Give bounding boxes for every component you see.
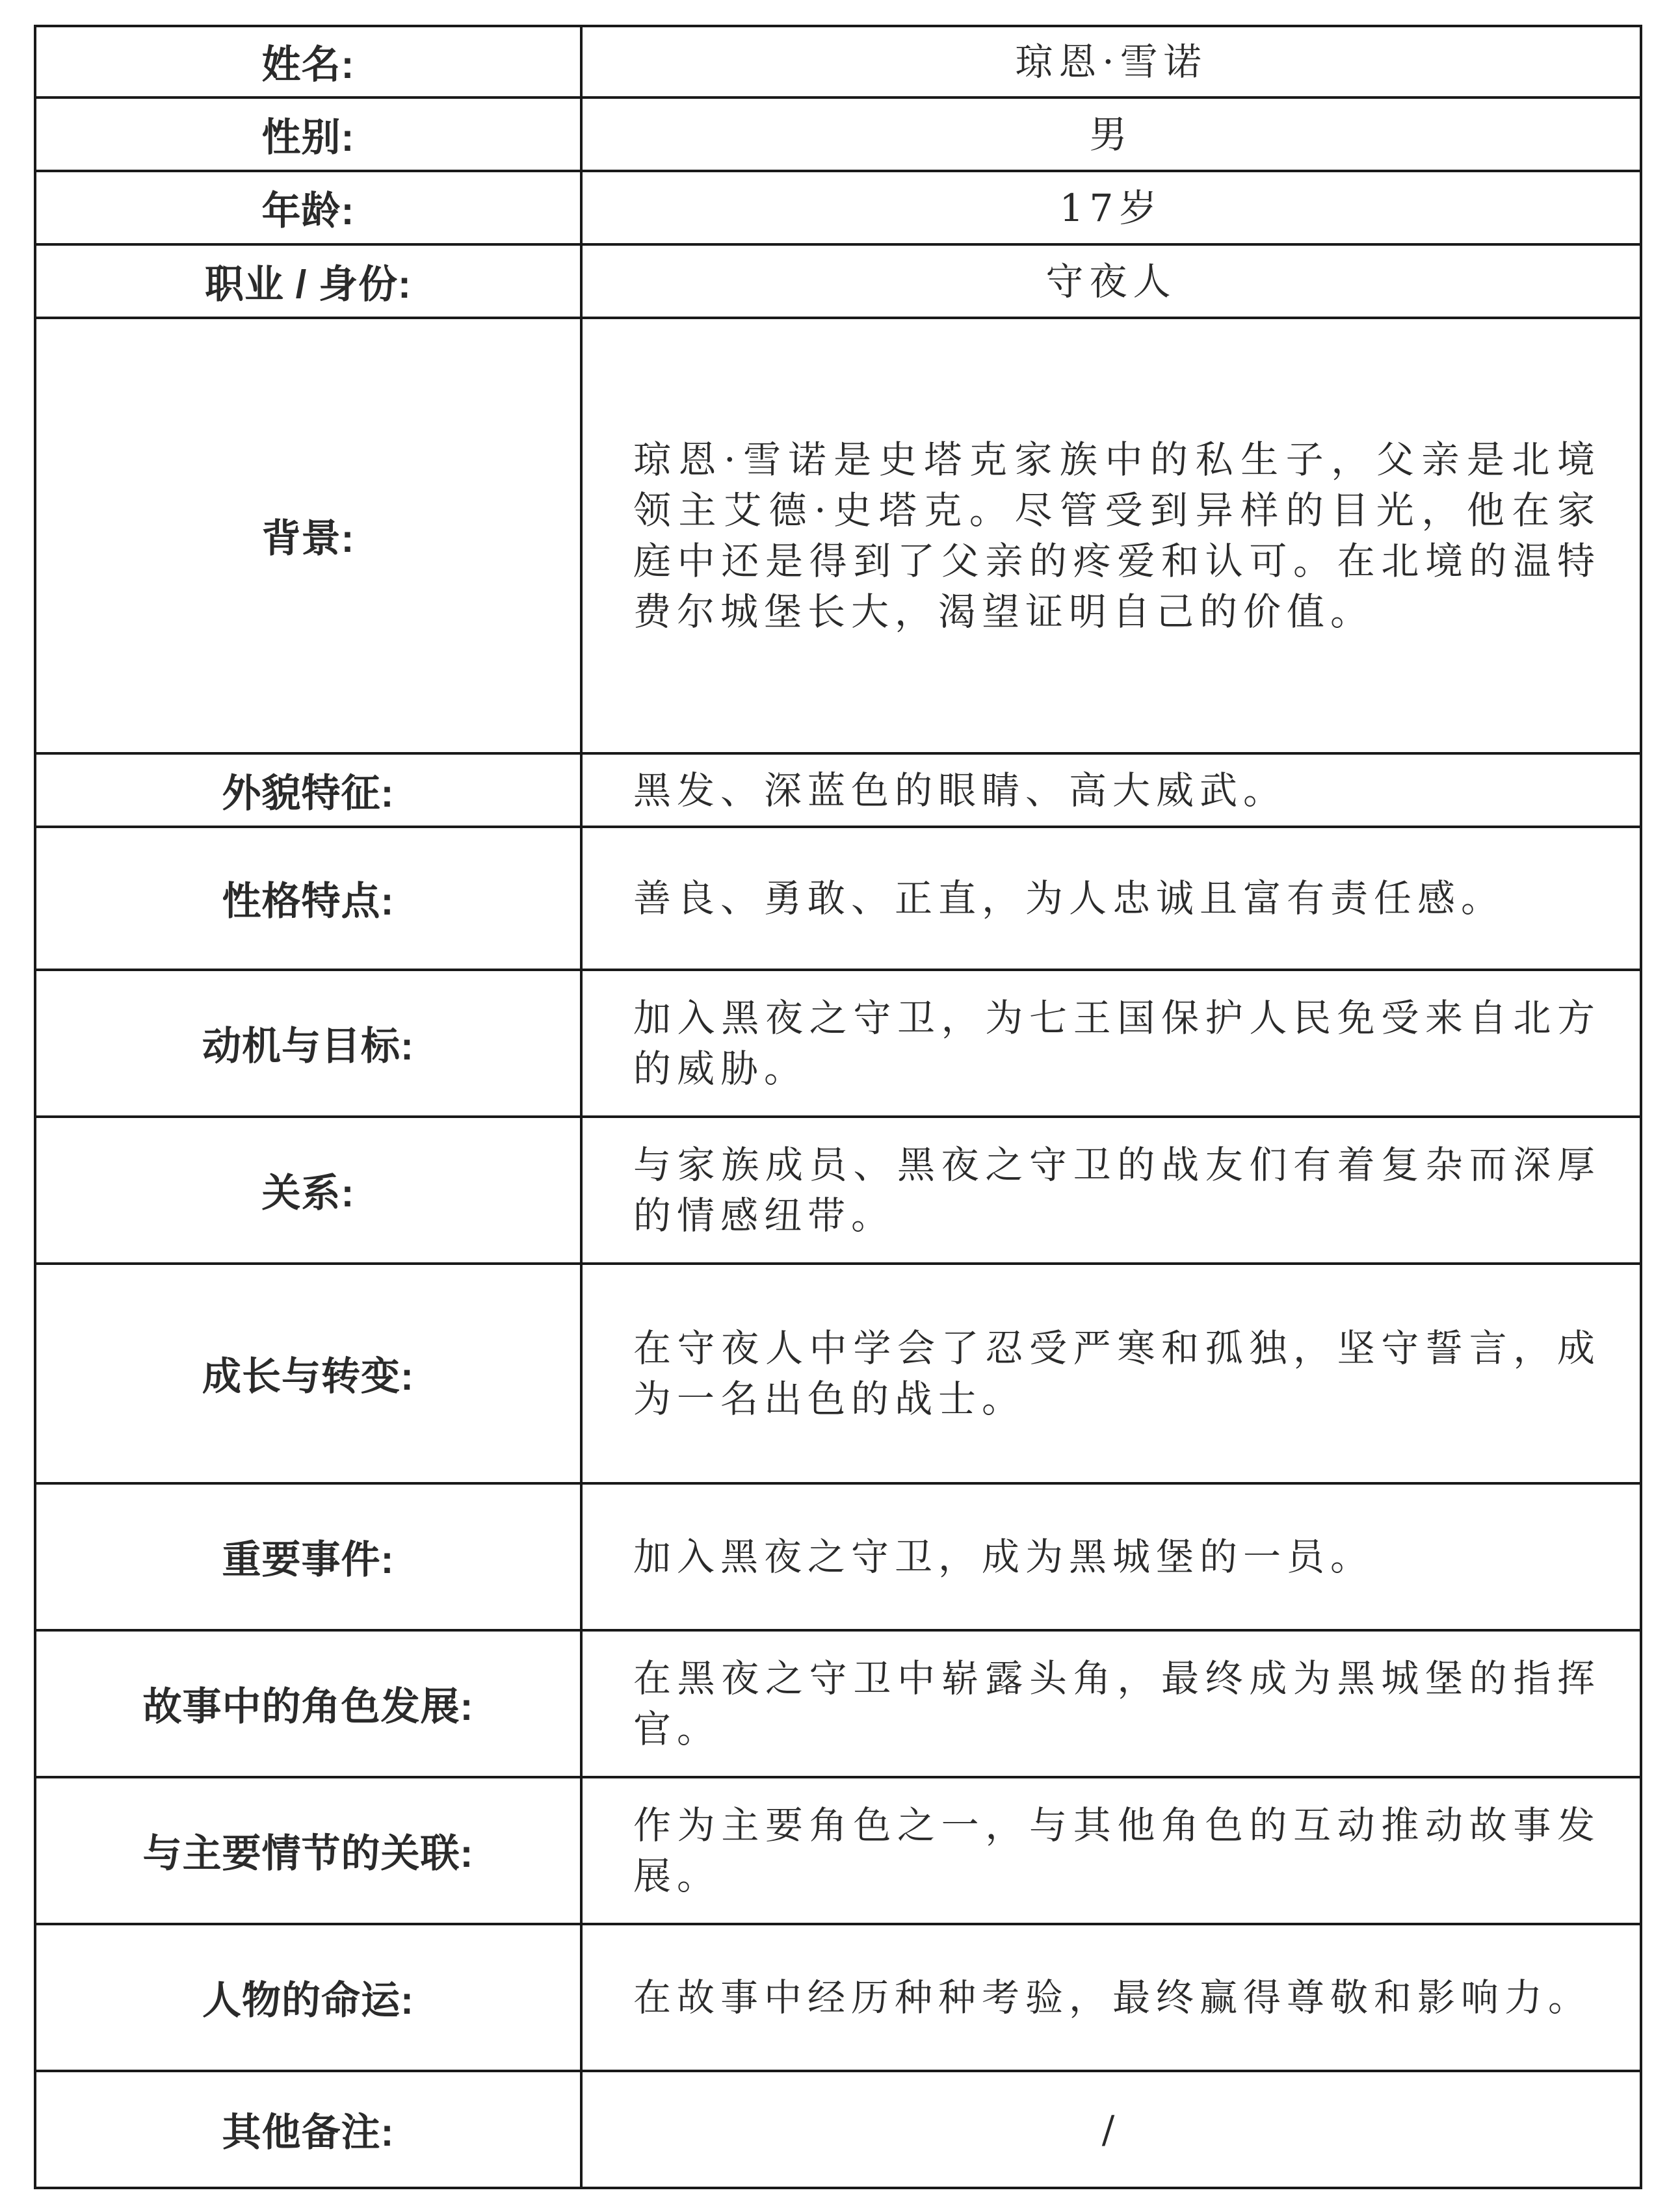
row-value-background <box>581 318 1641 753</box>
table-row <box>35 244 1641 318</box>
table-row <box>35 827 1641 970</box>
row-value-key-events <box>581 1483 1641 1630</box>
table-row <box>35 1117 1641 1264</box>
row-value-age: 17岁 <box>581 171 1641 244</box>
row-label-background: 背景: <box>35 318 581 753</box>
table-row <box>35 1924 1641 2071</box>
table-row <box>35 1483 1641 1630</box>
table-row <box>35 98 1641 171</box>
row-value-personality-text: 善良、勇敢、正直，为人忠诚且富有责任感。 <box>633 876 1505 920</box>
row-value-motivation-text: 加入黑夜之守卫，为七王国保护人民免受来自北方的威胁。 <box>633 996 1601 1091</box>
row-label-age: 年龄: <box>35 171 581 244</box>
row-value-appearance-text: 黑发、深蓝色的眼睛、高大威武。 <box>633 768 1287 813</box>
row-value-character-arc-text: 在黑夜之守卫中崭露头角，最终成为黑城堡的指挥官。 <box>633 1656 1601 1751</box>
row-label-occupation: 职业 / 身份: <box>35 244 581 318</box>
row-label-appearance: 外貌特征: <box>35 753 581 827</box>
row-value-fate-text: 在故事中经历种种考验，最终赢得尊敬和影响力。 <box>633 1975 1592 2020</box>
table-row <box>35 1630 1641 1777</box>
row-value-growth <box>581 1264 1641 1483</box>
row-label-notes: 其他备注: <box>35 2071 581 2188</box>
table-row <box>35 753 1641 827</box>
character-profile-table <box>34 25 1642 2189</box>
table-row <box>35 1264 1641 1483</box>
table-row <box>35 2071 1641 2188</box>
row-value-background-text: 琼恩·雪诺是史塔克家族中的私生子，父亲是北境领主艾德·史塔克。尽管受到异样的目光，他在家庭中还是得到了父亲的疼爱和认可。在北境的温特费尔城堡长大，渴望证明自己的价值。 <box>633 437 1601 634</box>
row-value-plot-link-text: 作为主要角色之一，与其他角色的互动推动故事发展。 <box>633 1803 1601 1898</box>
row-label-personality: 性格特点: <box>35 827 581 970</box>
table-row <box>35 1777 1641 1924</box>
row-value-personality <box>581 827 1641 970</box>
row-label-growth: 成长与转变: <box>35 1264 581 1483</box>
row-value-plot-link <box>581 1777 1641 1924</box>
row-value-relationships <box>581 1117 1641 1264</box>
row-value-relationships-text: 与家族成员、黑夜之守卫的战友们有着复杂而深厚的情感纽带。 <box>633 1143 1601 1238</box>
table-row <box>35 318 1641 753</box>
row-value-occupation: 守夜人 <box>581 244 1641 318</box>
row-label-fate: 人物的命运: <box>35 1924 581 2071</box>
row-value-key-events-text: 加入黑夜之守卫，成为黑城堡的一员。 <box>633 1535 1374 1579</box>
row-label-key-events: 重要事件: <box>35 1483 581 1630</box>
row-value-name: 琼恩·雪诺 <box>581 26 1641 98</box>
row-label-gender: 性别: <box>35 98 581 171</box>
row-value-appearance <box>581 753 1641 827</box>
row-value-fate <box>581 1924 1641 2071</box>
row-value-gender: 男 <box>581 98 1641 171</box>
row-label-plot-link: 与主要情节的关联: <box>35 1777 581 1924</box>
row-label-character-arc: 故事中的角色发展: <box>35 1630 581 1777</box>
row-label-relationships: 关系: <box>35 1117 581 1264</box>
row-value-character-arc <box>581 1630 1641 1777</box>
row-value-growth-text: 在守夜人中学会了忍受严寒和孤独，坚守誓言，成为一名出色的战士。 <box>633 1326 1601 1421</box>
row-label-motivation: 动机与目标: <box>35 970 581 1117</box>
row-value-notes: / <box>581 2071 1641 2188</box>
table-row <box>35 26 1641 98</box>
table-row <box>35 171 1641 244</box>
row-value-motivation <box>581 970 1641 1117</box>
table-row <box>35 970 1641 1117</box>
row-label-name: 姓名: <box>35 26 581 98</box>
